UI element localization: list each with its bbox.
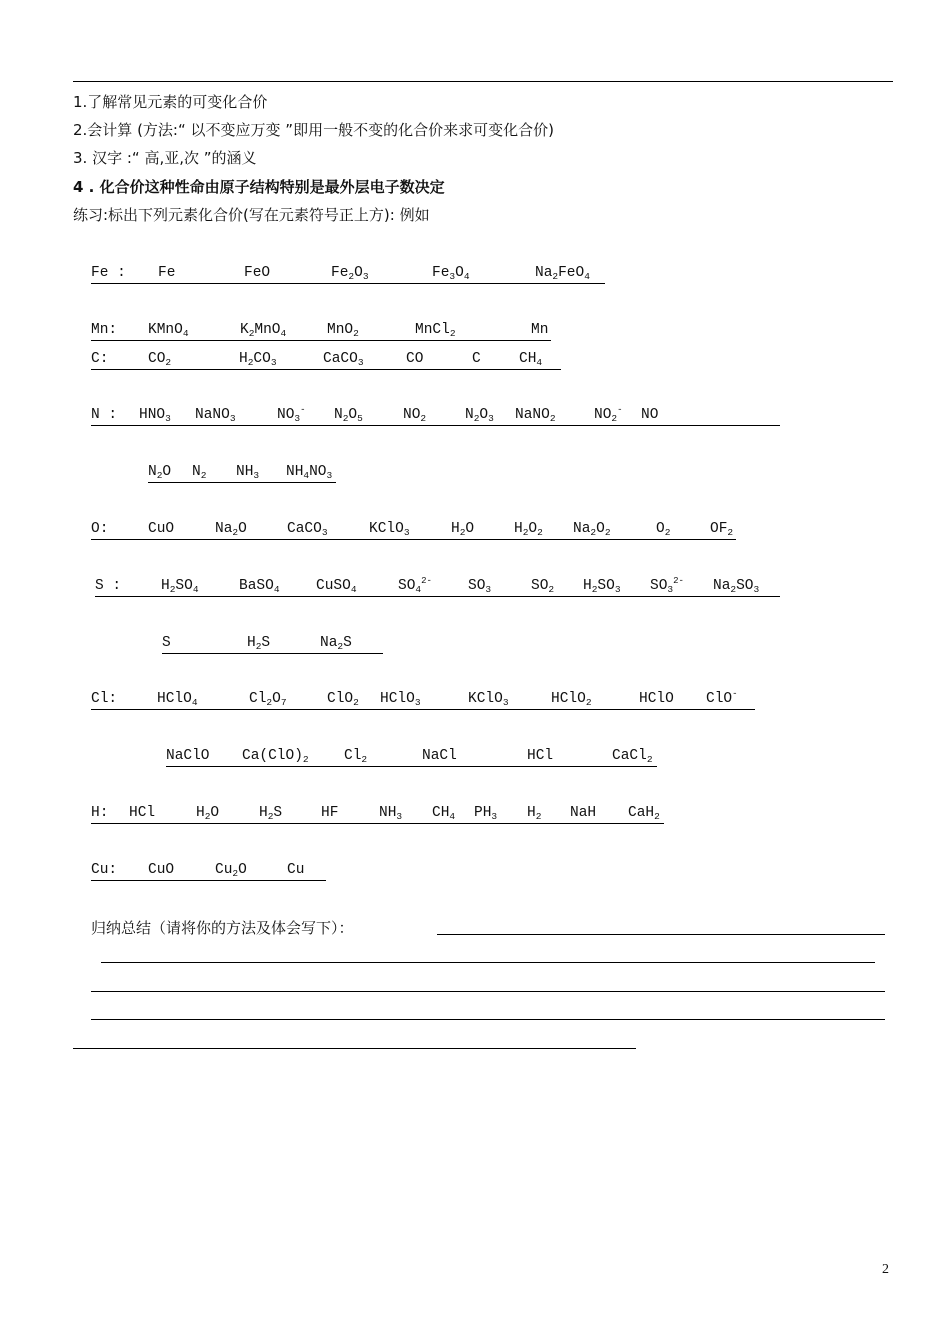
formula: ClO-	[706, 689, 738, 707]
formula: $H_2S$	[259, 805, 283, 822]
formula: $N_2$	[192, 464, 207, 481]
formula: $Na_2S$	[320, 635, 352, 652]
formula: $H_2S$	[247, 635, 271, 652]
row-label: H:	[91, 805, 109, 821]
formula: CaCO$_3$	[323, 351, 364, 368]
formula: $SO_4^{2-}$	[398, 576, 432, 595]
formula: $NH_3$	[379, 805, 403, 822]
formula: HClO$_4$	[157, 691, 198, 708]
intro-line-2: 2.会计算 (方法:“ 以不变应万变 ”即用一般不变的化合价来求可变化合价)	[73, 121, 554, 139]
formula: $CO_2$	[148, 351, 172, 368]
row-o	[91, 520, 736, 540]
formula: $Ca(ClO)_2$	[242, 748, 309, 765]
row-s-2	[162, 634, 383, 654]
formula: HClO$_2$	[551, 691, 592, 708]
formula: $H_2SO_3$	[583, 578, 621, 595]
formula: BaSO$_4$	[239, 578, 280, 595]
formula: $NO_3^-$	[277, 405, 306, 424]
summary-answer-line-1[interactable]	[437, 934, 885, 935]
row-cl-1	[91, 690, 755, 710]
formula: NaH	[570, 805, 597, 821]
top-rule	[73, 81, 893, 82]
intro-line-5: 练习:标出下列元素化合价(写在元素符号正上方): 例如	[73, 206, 430, 224]
formula: NaNO$_2$	[515, 407, 556, 424]
formula: CuO	[148, 521, 175, 537]
summary-answer-line-3[interactable]	[91, 991, 885, 992]
formula: $Fe_2O_3$	[331, 265, 369, 282]
formula: $Na_2O$	[215, 521, 247, 538]
formula: NaCl	[422, 748, 457, 764]
formula: $NH_4NO_3$	[286, 464, 333, 481]
formula: $Cl_2$	[344, 748, 368, 765]
row-cl-2	[166, 747, 657, 767]
formula: $SO_2$	[531, 578, 555, 595]
formula: $SO_3^{2-}$	[650, 576, 684, 595]
formula: KMnO$_4$	[148, 322, 189, 339]
formula: ClO$_2$	[327, 691, 359, 708]
formula: $H_2O$	[196, 805, 220, 822]
row-label: O:	[91, 521, 109, 537]
formula: NO	[641, 407, 659, 423]
intro-line-3: 3. 汉字 :“ 高,亚,次 ”的涵义	[73, 149, 257, 167]
formula: $Fe_3O_4$	[432, 265, 470, 282]
summary-label: 归纳总结（请将你的方法及体会写下）：	[91, 919, 354, 937]
formula: S	[162, 635, 171, 651]
formula: Mn	[531, 322, 549, 338]
formula: $K_2MnO_4$	[240, 322, 287, 339]
formula: NaClO	[166, 748, 210, 764]
page-number: 2	[882, 1262, 889, 1277]
formula: $PH_3$	[474, 805, 498, 822]
formula: HCl	[129, 805, 156, 821]
formula: CO	[406, 351, 424, 367]
row-label: Cu:	[91, 862, 118, 878]
formula: $N_2O_3$	[465, 407, 494, 424]
row-n-2	[148, 463, 336, 483]
row-label: C:	[91, 351, 109, 367]
formula: $HNO_3$	[139, 407, 171, 424]
formula: $Na_2FeO_4$	[535, 265, 590, 282]
formula: CaH$_2$	[628, 805, 660, 822]
formula: HCl	[527, 748, 554, 764]
formula: NaNO$_3$	[195, 407, 236, 424]
formula: $NO_2$	[403, 407, 427, 424]
formula: MnO$_2$	[327, 322, 359, 339]
row-label: Fe :	[91, 265, 126, 281]
formula: HClO	[639, 691, 674, 707]
row-cu	[91, 861, 326, 881]
formula: $O_2$	[656, 521, 671, 538]
formula: $Cu_2O$	[215, 862, 247, 879]
row-label: Mn:	[91, 322, 118, 338]
formula: $H_2O_2$	[514, 521, 543, 538]
formula: $OF_2$	[710, 521, 734, 538]
formula: CaCO$_3$	[287, 521, 328, 538]
formula: $NO_2^-$	[594, 405, 623, 424]
formula: C	[472, 351, 481, 367]
formula: $N_2O$	[148, 464, 172, 481]
formula: FeO	[244, 265, 271, 281]
formula: $H_2CO_3$	[239, 351, 277, 368]
summary-answer-line-4[interactable]	[91, 1019, 885, 1020]
formula: $H_2SO_4$	[161, 578, 199, 595]
summary-answer-line-5[interactable]	[73, 1048, 636, 1049]
row-label: S :	[95, 578, 122, 594]
formula: KClO$_3$	[369, 521, 410, 538]
row-h	[91, 804, 664, 824]
formula: $CH_4$	[432, 805, 456, 822]
formula: $NH_3$	[236, 464, 260, 481]
row-c	[91, 350, 561, 370]
row-fe	[91, 264, 605, 284]
summary-answer-line-2[interactable]	[101, 962, 875, 963]
formula: $Cl_2O_7$	[249, 691, 287, 708]
formula: CuSO$_4$	[316, 578, 357, 595]
formula: $Na_2SO_3$	[713, 578, 760, 595]
formula: $N_2O_5$	[334, 407, 363, 424]
formula: CaCl$_2$	[612, 748, 653, 765]
formula: $Na_2O_2$	[573, 521, 611, 538]
formula: MnCl$_2$	[415, 322, 456, 339]
formula: Cu	[287, 862, 305, 878]
formula: $CH_4$	[519, 351, 543, 368]
formula: $H_2$	[527, 805, 542, 822]
row-s-1	[95, 577, 780, 597]
intro-line-1: 1.了解常见元素的可变化合价	[73, 93, 268, 111]
row-mn	[91, 321, 551, 341]
formula: $SO_3$	[468, 578, 492, 595]
row-label: Cl:	[91, 691, 118, 707]
formula: CuO	[148, 862, 175, 878]
formula: KClO$_3$	[468, 691, 509, 708]
formula: HClO$_3$	[380, 691, 421, 708]
formula: HF	[321, 805, 339, 821]
formula: Fe	[158, 265, 176, 281]
intro-line-4: 4 . 化合价这种性命由原子结构特别是最外层电子数决定	[73, 178, 445, 196]
row-label: N :	[91, 407, 118, 423]
row-n-1	[91, 406, 780, 426]
formula: $H_2O$	[451, 521, 475, 538]
